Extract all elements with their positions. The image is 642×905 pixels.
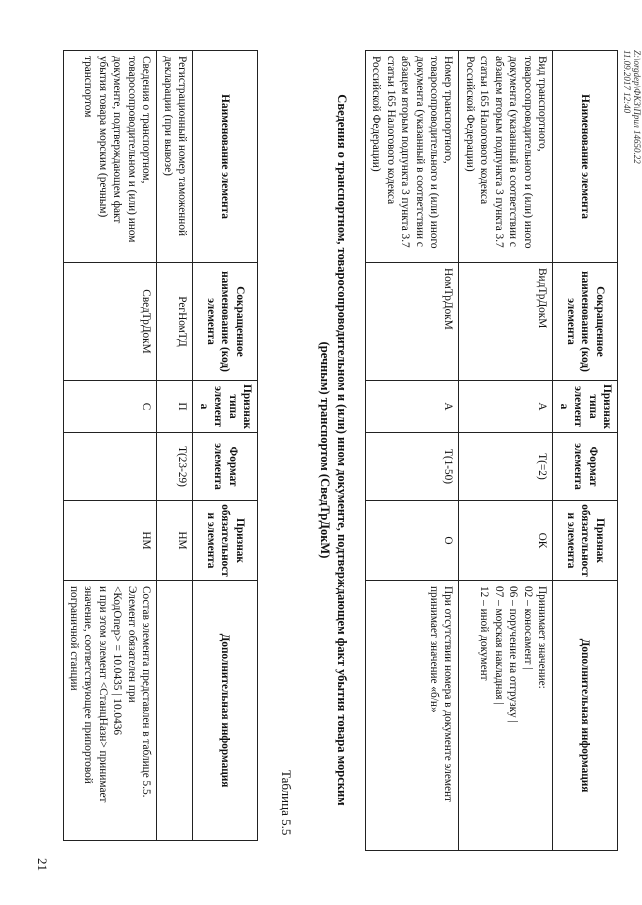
header-required: Признак обязательности элемента	[193, 501, 258, 581]
header-name: Наименование элемента	[193, 51, 258, 263]
cell-type: А	[459, 381, 553, 433]
header-name: Наименование элемента	[553, 51, 618, 263]
header-format: Формат элемента	[193, 433, 258, 501]
header-type: Признак типа элемента	[553, 381, 618, 433]
info-line: Состав элемента представлен в таблице 5.5.	[140, 586, 153, 798]
table-title: Сведения о транспортном, товаросопроводительном и (или) ином документе, подтверждающем факт убытия товара морским (речным) транспортом (СведТрДокМ)	[318, 94, 349, 806]
table-row	[63, 51, 157, 841]
cell-format: T(23-29)	[157, 433, 193, 501]
header-required: Признак обязательности элемента	[553, 501, 618, 581]
info-line: 07 – морская накладная |	[492, 586, 505, 705]
cell-required: ОК	[459, 501, 553, 581]
cell-code: ВидТрДокМ	[459, 263, 553, 381]
footer-timestamp: 11.09.2017 12:40	[622, 50, 632, 114]
header-code: Сокращенное наименование (код) элемента	[553, 263, 618, 381]
cell-format: T(=2)	[459, 433, 553, 501]
cell-name: Номер транспортного, товаросопроводительного и (или) иного документа (указанный в соответствии с абзацем вторым подпункта 3 пункта 3.7 статьи 165 Налогового кодекса Российской Федерации)	[365, 51, 459, 263]
cell-name: Сведения о транспортном, товаросопроводительном и (или) ином документе, подтверждающем факт убытия товара морским (речным) транспортом	[63, 51, 157, 263]
cell-type: С	[63, 381, 157, 433]
info-line: <КодОпер> = 10.0435 | 10.0436	[111, 586, 124, 736]
cell-code: СведТрДокМ	[63, 263, 157, 381]
header-format: Формат элемента	[553, 433, 618, 501]
header-type: Признак типа элемента	[193, 381, 258, 433]
elements-table-top	[63, 50, 258, 841]
cell-format	[63, 433, 157, 501]
cell-name: Вид транспортного, товаросопроводительного и (или) иного документа (указанный в соответствии с абзацем вторым подпункта 3 пункта 3.7 статьи 165 Налогового кодекса Российской Федерации)	[459, 51, 553, 263]
cell-format: T(1-50)	[365, 433, 459, 501]
table-row	[459, 51, 553, 851]
info-line: Элемент обязателен при	[125, 586, 138, 703]
cell-required: НМ	[157, 501, 193, 581]
footer-filepath: Z:\orgdep\ФКЗ\Прил 14650.22	[632, 50, 642, 164]
table-header-row	[553, 51, 618, 851]
elements-table-bottom	[365, 50, 618, 851]
cell-required: НМ	[63, 501, 157, 581]
header-info: Дополнительная информация	[553, 581, 618, 851]
table-row	[365, 51, 459, 851]
table-row	[157, 51, 193, 841]
cell-name: Регистрационный номер таможенной декларации (при вывозе)	[157, 51, 193, 263]
table-header-row	[193, 51, 258, 841]
cell-type: А	[365, 381, 459, 433]
header-code: Сокращенное наименование (код) элемента	[193, 263, 258, 381]
page-number: 21	[35, 858, 50, 871]
cell-info	[63, 581, 157, 841]
cell-info	[157, 581, 193, 841]
cell-required: О	[365, 501, 459, 581]
info-line: и при этом элемент <СтанцНазн> принимает значение, соответствующее припортовой пограничной станции	[68, 586, 109, 803]
info-line: 06 – поручение на отгрузку |	[507, 586, 520, 723]
info-line: 02 – коносамент |	[521, 586, 534, 670]
info-line: 12 – иной документ	[478, 586, 491, 681]
cell-info: При отсутствии номера в документе элемент принимает значение «б/н»	[365, 581, 459, 851]
cell-type: П	[157, 381, 193, 433]
table-label: Таблица 5.5	[279, 770, 294, 836]
header-info: Дополнительная информация	[193, 581, 258, 841]
cell-info	[459, 581, 553, 851]
cell-code: НомТрДокМ	[365, 263, 459, 381]
info-line: Принимает значение:	[536, 586, 549, 689]
cell-code: РегНомТД	[157, 263, 193, 381]
